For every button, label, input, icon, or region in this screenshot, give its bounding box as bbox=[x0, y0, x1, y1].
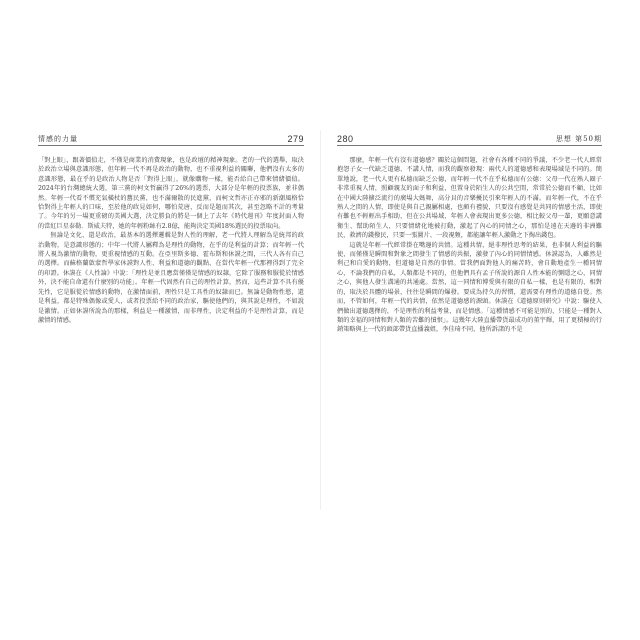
right-page-body bbox=[337, 156, 602, 335]
paragraph: 這就是年輕一代經常掛在嘴邊的共情。這種共情，絕非理性思考的結果，也非個人利益的驅使，而僅僅是瞬間和對象之間發生了情感的共振，激發了內心的同情情感。休謨認為，人雖然是利己和自愛的動物，但道德是自然的事情。當我們面對他人的痛苦時，會自動地產生一種同情心，不論我們的自私，人類都是不同的，但他們具有孟子所說的源自人性本能的惻隱之心，同情之心，與他人發生溝通的共通處。當然，這一同情和博愛與有限的自私一樣，也是有限的、相對的，取決於具體的場景，往往是瞬間的爆發。要成為持久的習慣，還需要有理性的道德自覺。然而，不管如何，年輕一代的共情，依然是道德感的源頭。休謨在《道德原則研究》中說：驅使人們做出道德選擇的，不是理性的利益考量，而是情感。「這種情感不可能是別的，只能是一種對人類的幸福的同情和對人類的苦難的憤恨」。這幾年大陸直播帶貨最成功的董宇輝，用了更積極的行銷策略與上一代的頭部帶貨直播義姐，李佳琦不同，他所訴諸的不是 bbox=[337, 241, 602, 334]
running-title: 思想 第50期 bbox=[555, 135, 602, 143]
left-page bbox=[28, 130, 320, 510]
page-number: 280 bbox=[337, 134, 354, 144]
running-title: 情感的力量 bbox=[38, 135, 78, 143]
page-number: 279 bbox=[287, 134, 304, 144]
right-page-header bbox=[337, 130, 602, 146]
book-spread bbox=[28, 130, 612, 510]
left-page-body bbox=[38, 156, 304, 325]
paragraph: 那麼，年輕一代有沒有道德感？關於這個問題，社會有各種不同的爭議，不少老一代人經常抱怨子女一代缺乏道德、不講人情，而我的觀察發現：兩代人的道德感和表現場域是不同的。簡單地說，老一代人更有私德而缺乏公德，而年輕一代不在乎私德而有公德：父母一代在熟人圈子非常重視人情，照顧親友的面子和利益，但置身於陌生人的公共空間，常常於公德而不顧，比如在中國大陸擴泛流行的廣場大媽舞，高分貝的音樂擾民引來年輕人的不滿。而年輕一代，不在乎熟人之間的人情，即使是與自己親屬相處，也頗有禮貌，只要沒有感覺是共同的情感主活，即使有難也不輕輕出手相助，但在公共場域，年輕人會表現出更多公德，相比較父母一輩，更願意講衛生、幫助陌生人，只要情緒化地被打動，激起了內心的同情之心，那怕是遠在天邊的非洲難民，救濟的錢撥民，只要一張圖片、一段視頻，都能讓年輕人激動之下掏出錢包。 bbox=[337, 157, 602, 240]
paragraph: 「對上眼」，跟著價值走，不僅是商業的消費現象，也是政壇的精神現象。老的一代的選舉，取決於政治立場與意識形態，但年輕一代不再是政治的動物，也不重視利益的關聯，他們沒有太多的意識形態，最在乎的是政治人物是否「對得上眼」，就像購物一樣，能否給自己帶來情緒價值。2024年的台灣總統大選，第三黨的柯文哲贏得了26%的選票，大部分是年輕的投票族，並非偶然。年輕一代看不慣充氣橫杖的舊民黨，也不滿爾散的民進黨，而柯文哲亦正亦邪的新潮風格恰恰對得上年輕人的口味，至於他的政見如何，哪怕荒唐，反而是題而其次，甚至忽略不計的考量了。今年的另一場更重磅的美國大選，決定勝負的將是一個上了去年《時代週刊》年度封面人物的當紅巨星泰勒．斯威夫特，她的年輕粉絲有2.8億，能夠決定美國18%選民的投票取向。 bbox=[38, 157, 304, 230]
left-page-header bbox=[38, 130, 304, 146]
paragraph: 無論是文化，還是政治，最基本的選擇邏輯是對人性的理解，老一代將人理解為是統邦的政治動物，是意識形態的；中年一代將人屬釋為是理性的動物，在乎的是利益的計算；而年輕一代將人視為激情的動物，更重視情感的互動。在亞里斯多德、霍布斯和休謨之間，三代人各有自己的選擇。而蘇格蘭啟蒙哲學家休謨對人性、利益和道德的觀點，在當代年輕一代那裡得到了完全的印證。休謨在《人性論》中說：「理性是並且應當僅僅是情感的奴隸，它除了服務和服從於情感外，決不能自命還有什麼別的功能」。年輕一代固然有自己的理性計算，然而，這些計算不具有優先性，它是服從於情感的動物，在激情面前，理性只是工具性的奴隸而已。無論是動物性慾，還是利益，都是特殊偶像或愛人，或者投票給不同的政治家，驅使他們的，與其說是理性，不如說是激情。正如休謨所說為的那樣，利益是一種激情，而非理性，決定利益的不是理性計算，而是激情的情感。 bbox=[38, 232, 304, 324]
right-page bbox=[320, 130, 612, 510]
